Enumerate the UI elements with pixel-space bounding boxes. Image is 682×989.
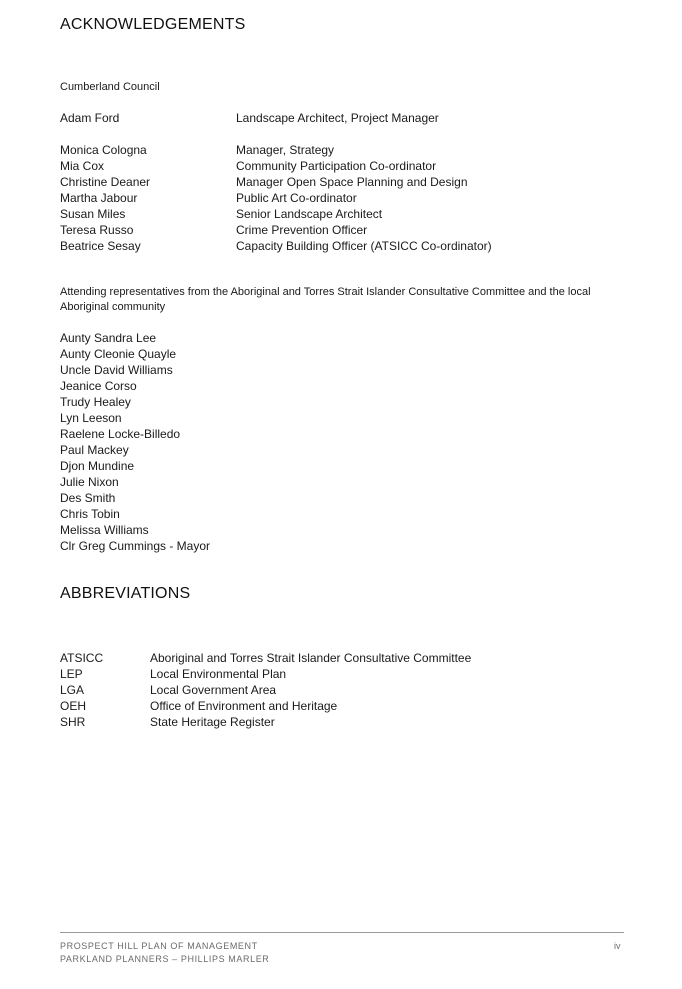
person-role: Manager, Strategy — [236, 143, 335, 157]
person-role: Senior Landscape Architect — [236, 207, 383, 221]
person-name: Adam Ford — [60, 111, 120, 125]
person-name: Susan Miles — [60, 207, 126, 221]
person-role: Crime Prevention Officer — [236, 223, 368, 237]
attendee: Julie Nixon — [60, 475, 119, 489]
abbreviation-row — [0, 666, 682, 682]
person-role: Manager Open Space Planning and Design — [236, 175, 468, 189]
footer-authors: PARKLAND PLANNERS – PHILLIPS MARLER — [60, 954, 270, 964]
person-name: Christine Deaner — [60, 175, 151, 189]
person-role: Capacity Building Officer (ATSICC Co-ordinator) — [236, 239, 492, 253]
person-role: Community Participation Co-ordinator — [236, 159, 437, 173]
abbreviation-meaning: Local Environmental Plan — [150, 667, 287, 681]
staff-row — [0, 142, 682, 158]
abbreviation-row — [0, 650, 682, 666]
attendee: Chris Tobin — [60, 507, 120, 521]
acknowledgements-heading: ACKNOWLEDGEMENTS — [60, 16, 246, 33]
attendees-list — [60, 330, 460, 554]
abbreviation-term: SHR — [60, 715, 86, 729]
staff-row — [0, 158, 682, 174]
abbreviation-term: OEH — [60, 699, 87, 713]
footer-divider — [60, 932, 624, 933]
abbreviation-row — [0, 682, 682, 698]
staff-row — [0, 206, 682, 222]
attendee: Aunty Cleonie Quayle — [60, 347, 177, 361]
attendee: Djon Mundine — [60, 459, 135, 473]
person-name: Mia Cox — [60, 159, 105, 173]
attendee: Paul Mackey — [60, 443, 129, 457]
attendee: Jeanice Corso — [60, 379, 137, 393]
staff-row — [0, 190, 682, 206]
abbreviation-meaning: Local Government Area — [150, 683, 277, 697]
attendee: Lyn Leeson — [60, 411, 122, 425]
attendees-intro — [60, 285, 640, 315]
staff-row — [0, 222, 682, 238]
intro-line: Attending representatives from the Aboriginal and Torres Strait Islander Consultative Committee and the local — [60, 286, 591, 298]
person-role: Landscape Architect, Project Manager — [236, 111, 439, 125]
abbreviation-term: ATSICC — [60, 651, 104, 665]
abbreviation-meaning: Aboriginal and Torres Strait Islander Consultative Committee — [150, 651, 472, 665]
person-name: Monica Cologna — [60, 143, 147, 157]
page-number: iv — [614, 941, 621, 951]
abbreviation-meaning: State Heritage Register — [150, 715, 275, 729]
abbreviation-meaning: Office of Environment and Heritage — [150, 699, 338, 713]
abbreviation-term: LGA — [60, 683, 85, 697]
attendee: Trudy Healey — [60, 395, 131, 409]
abbreviations-heading: ABBREVIATIONS — [60, 585, 191, 602]
abbreviation-row — [0, 698, 682, 714]
abbreviations-list — [0, 650, 682, 730]
attendee: Clr Greg Cummings - Mayor — [60, 539, 211, 553]
organisation-name: Cumberland Council — [60, 81, 160, 93]
attendee: Melissa Williams — [60, 523, 149, 537]
person-name: Teresa Russo — [60, 223, 134, 237]
lead-row — [0, 110, 682, 126]
staff-row — [0, 238, 682, 254]
attendee: Uncle David Williams — [60, 363, 173, 377]
person-role: Public Art Co-ordinator — [236, 191, 357, 205]
staff-list — [0, 142, 682, 254]
attendee: Raelene Locke-Billedo — [60, 427, 181, 441]
intro-line: Aboriginal community — [60, 301, 166, 313]
attendee: Aunty Sandra Lee — [60, 331, 157, 345]
staff-row — [0, 174, 682, 190]
abbreviation-row — [0, 714, 682, 730]
attendee: Des Smith — [60, 491, 116, 505]
person-name: Martha Jabour — [60, 191, 138, 205]
abbreviation-term: LEP — [60, 667, 83, 681]
footer-document-title: PROSPECT HILL PLAN OF MANAGEMENT — [60, 941, 258, 951]
person-name: Beatrice Sesay — [60, 239, 141, 253]
